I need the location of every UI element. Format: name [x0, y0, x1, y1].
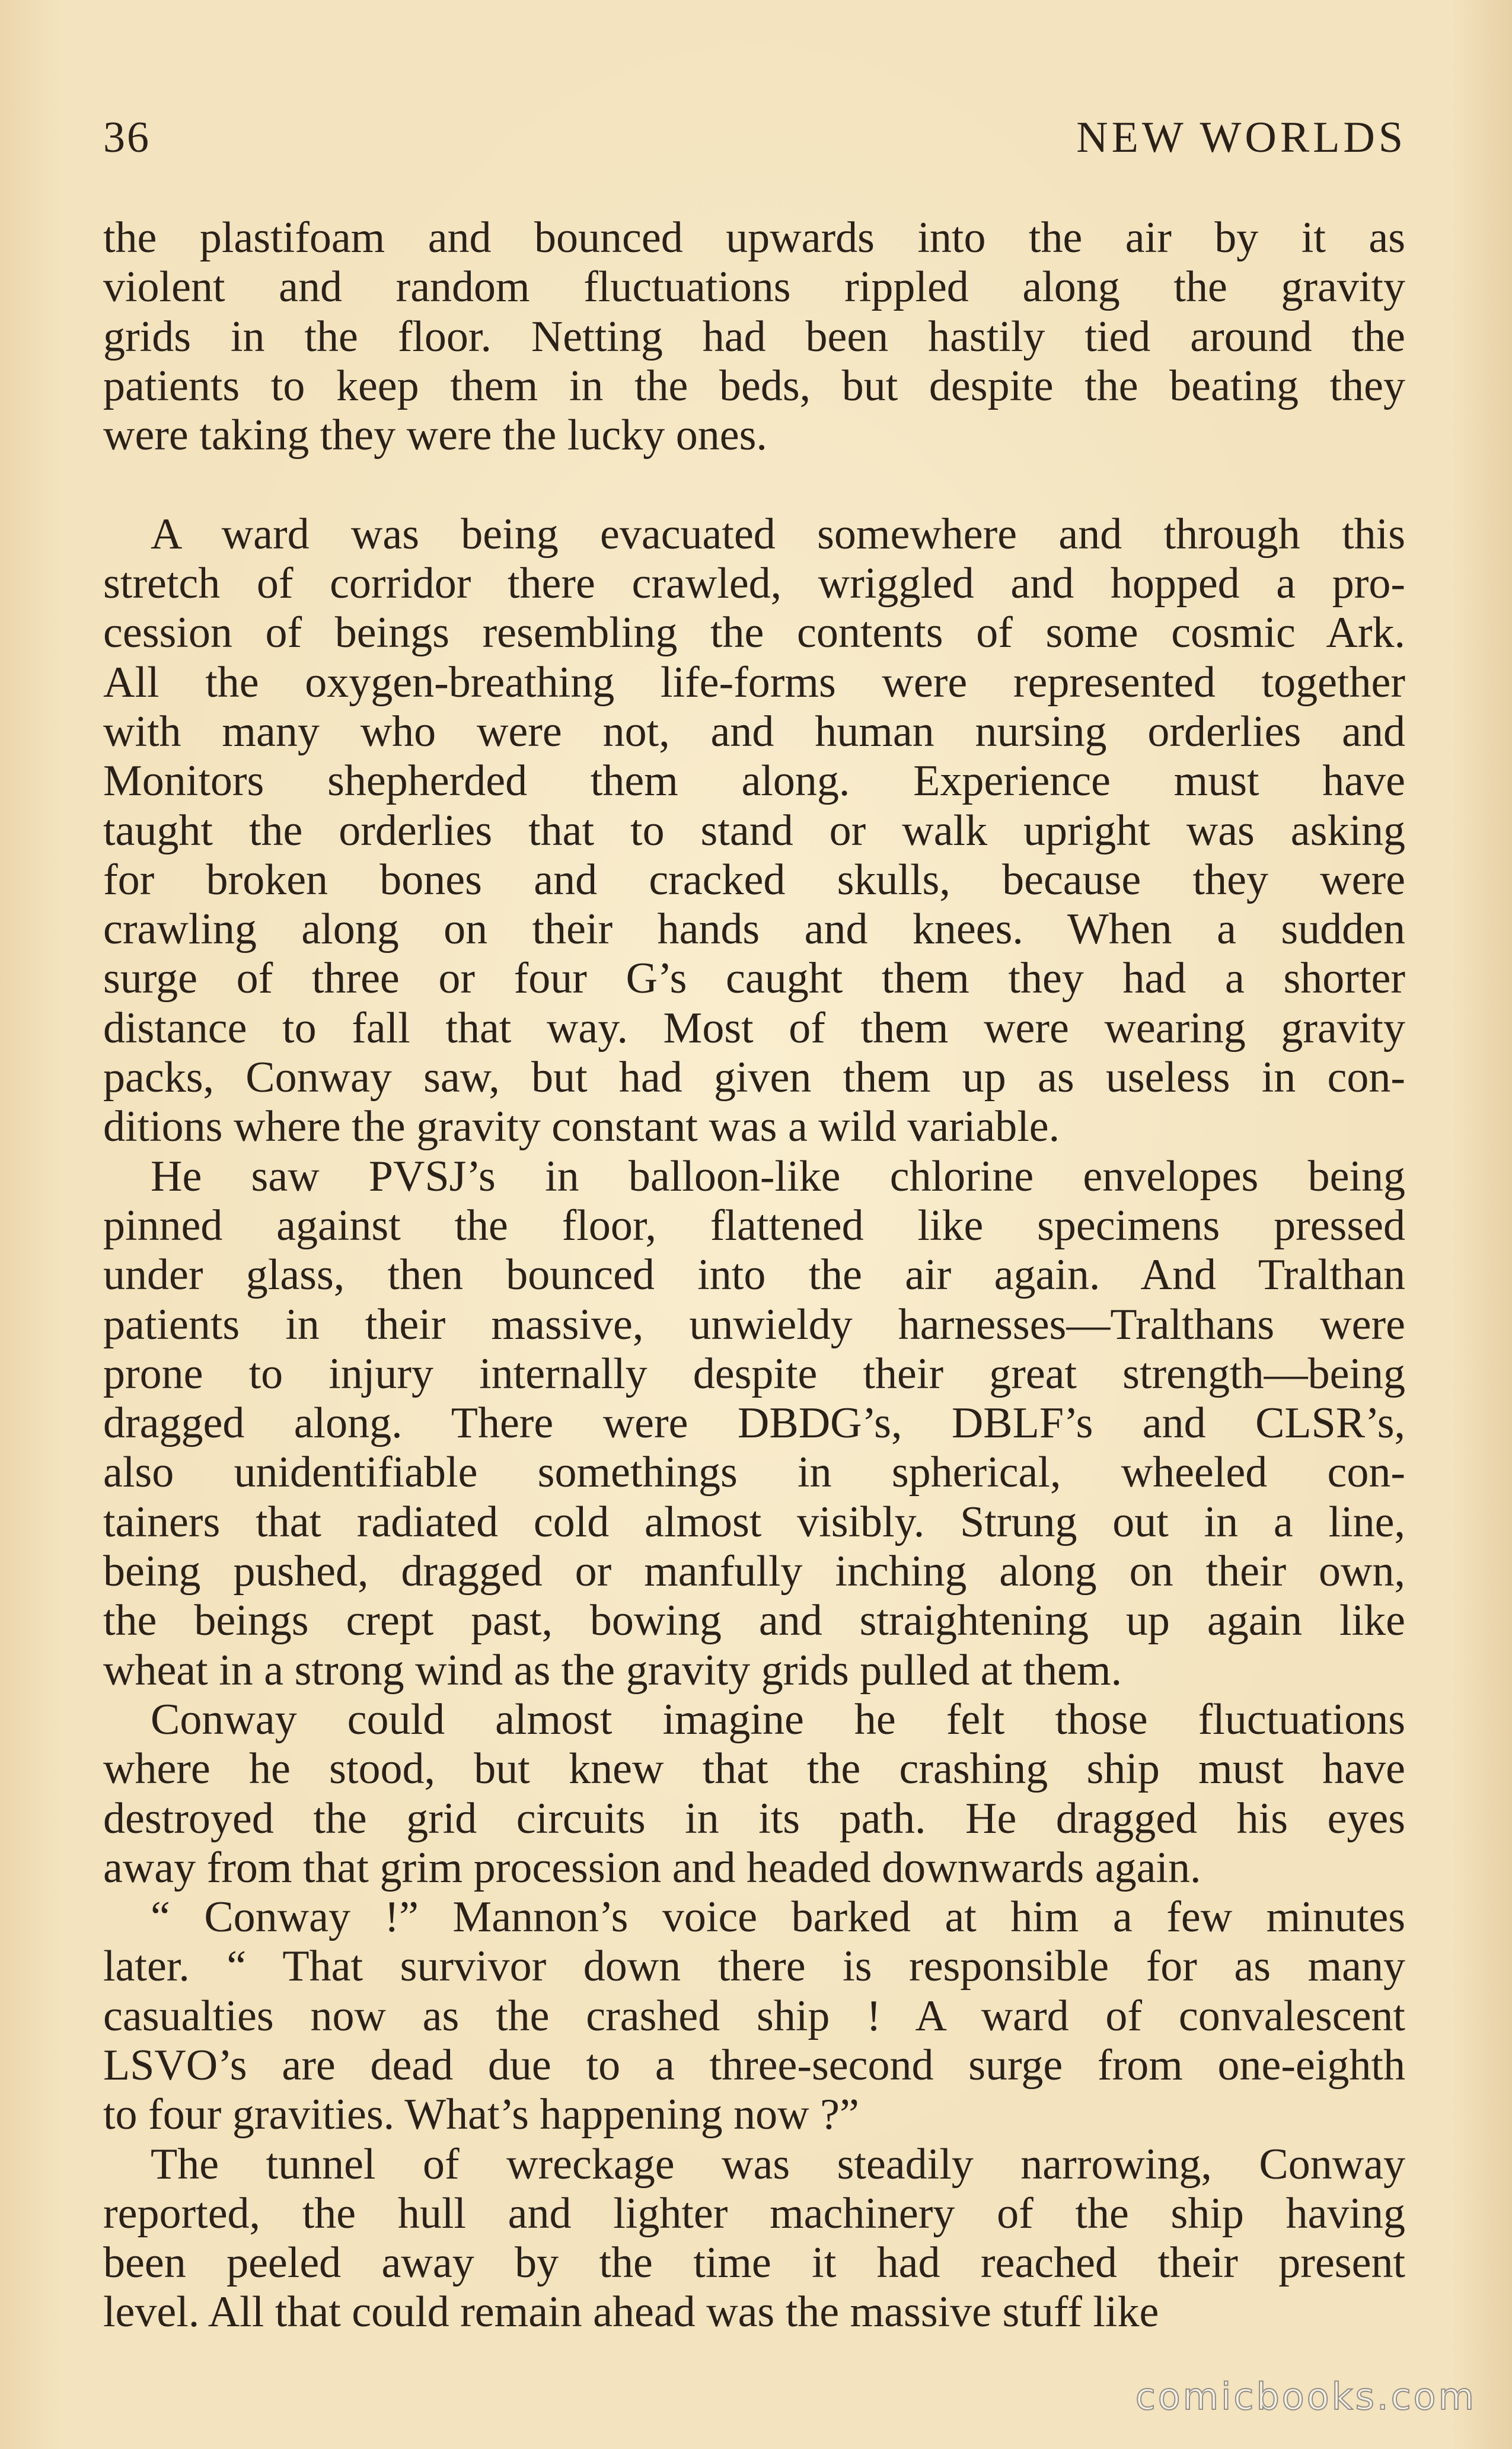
text-line: Conway could almost imagine he felt those fluctuations — [151, 1695, 1405, 1744]
text-line: destroyed the grid circuits in its path. He dragged his eyes — [103, 1794, 1405, 1843]
text-line: where he stood, but knew that the crashing ship must have — [103, 1745, 1405, 1794]
text-line: cession of beings resembling the contents of some cosmic Ark. — [103, 608, 1405, 658]
text-line: later. “ That survivor down there is responsible for as many — [103, 1942, 1405, 1991]
text-line: to four gravities. What’s happening now ?” — [103, 2090, 859, 2139]
text-line: taught the orderlies that to stand or walk upright was asking — [103, 806, 1405, 855]
text-line: pinned against the floor, flattened like specimens pressed — [103, 1201, 1405, 1250]
paragraph — [103, 1893, 1405, 2139]
text-line: A ward was being evacuated somewhere and through this — [151, 509, 1405, 559]
text-line: tainers that radiated cold almost visibly. Strung out in a line, — [103, 1497, 1405, 1546]
text-line: being pushed, dragged or manfully inching along on their own, — [103, 1547, 1405, 1596]
text-line: He saw PVSJ’s in balloon-like chlorine envelopes being — [151, 1152, 1405, 1201]
text-line: casualties now as the crashed ship ! A ward of convalescent — [103, 1991, 1405, 2040]
paragraph — [103, 1152, 1405, 1695]
text-line: with many who were not, and human nursing orderlies and — [103, 707, 1405, 756]
text-line: been peeled away by the time it had reached their present — [103, 2238, 1405, 2288]
text-line: wheat in a strong wind as the gravity grids pulled at them. — [103, 1646, 1122, 1695]
text-line: stretch of corridor there crawled, wriggled and hopped a pro- — [103, 559, 1405, 608]
text-line: distance to fall that way. Most of them were wearing gravity — [103, 1003, 1405, 1053]
text-line: also unidentifiable somethings in spherical, wheeled con- — [103, 1448, 1405, 1497]
text-line: crawling along on their hands and knees. When a sudden — [103, 905, 1405, 954]
text-line: LSVO’s are dead due to a three-second surge from one-eighth — [103, 2040, 1405, 2090]
text-line: “ Conway !” Mannon’s voice barked at him a few minutes — [151, 1893, 1405, 1942]
text-line: patients in their massive, unwieldy harnesses—Tralthans were — [103, 1300, 1405, 1349]
text-line: away from that grim procession and headed downwards again. — [103, 1843, 1201, 1892]
text-line: were taking they were the lucky ones. — [103, 411, 767, 460]
paragraph — [103, 2140, 1405, 2338]
text-line: All the oxygen-breathing life-forms were represented together — [103, 658, 1405, 707]
page-header — [103, 113, 1406, 166]
page-number: 36 — [103, 113, 151, 162]
text-line: packs, Conway saw, but had given them up as useless in con- — [103, 1053, 1405, 1102]
text-line: grids in the floor. Netting had been hastily tied around the — [103, 312, 1405, 361]
text-line: surge of three or four G’s caught them they had a shorter — [103, 954, 1405, 1003]
text-line: ditions where the gravity constant was a wild variable. — [103, 1102, 1060, 1152]
paragraph — [103, 213, 1405, 460]
text-line: the beings crept past, bowing and straightening up again like — [103, 1596, 1405, 1646]
text-line: under glass, then bounced into the air again. And Tralthan — [103, 1251, 1405, 1300]
paragraph — [103, 1695, 1405, 1893]
text-line: The tunnel of wreckage was steadily narrowing, Conway — [151, 2139, 1405, 2189]
text-line: Monitors shepherded them along. Experience must have — [103, 757, 1405, 806]
paragraph-gap — [103, 460, 1405, 509]
text-line: level. All that could remain ahead was the massive stuff like — [103, 2288, 1159, 2337]
watermark: comicbooks.com — [1135, 2375, 1476, 2418]
text-line: for broken bones and cracked skulls, because they were — [103, 855, 1405, 904]
text-line: reported, the hull and lighter machinery of the ship having — [103, 2189, 1405, 2238]
text-line: dragged along. There were DBDG’s, DBLF’s and CLSR’s, — [103, 1399, 1405, 1448]
body-text — [103, 213, 1405, 2338]
text-line: violent and random fluctuations rippled along the gravity — [103, 263, 1405, 312]
text-line: prone to injury internally despite their great strength—being — [103, 1349, 1405, 1398]
text-line: patients to keep them in the beds, but despite the beating they — [103, 361, 1405, 410]
paragraph — [103, 510, 1405, 1152]
text-line: the plastifoam and bounced upwards into the air by it as — [103, 213, 1405, 262]
running-head: NEW WORLDS — [1076, 113, 1406, 162]
